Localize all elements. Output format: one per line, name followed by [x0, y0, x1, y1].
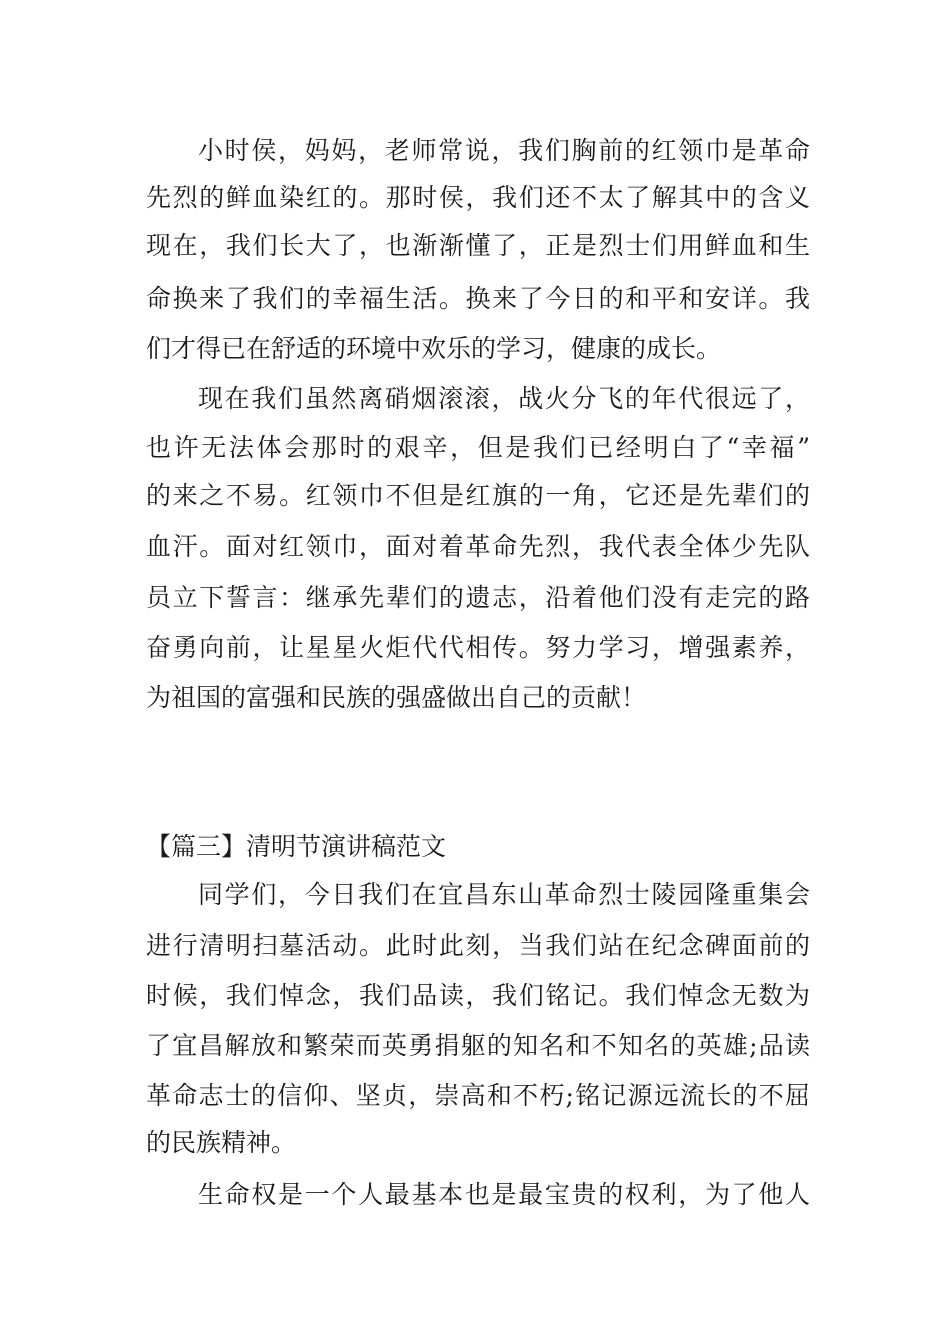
- text-line: 的来之不易。红领巾不但是红旗的一角，它还是先辈们的: [146, 481, 810, 510]
- text-line: 现在我们虽然离硝烟滚滚，战火分飞的年代很远了，: [198, 384, 810, 413]
- text-line: 生命权是一个人最基本也是最宝贵的权利，为了他人: [198, 1180, 810, 1209]
- text-line: 革命志士的信仰、坚贞，崇高和不朽;铭记源远流长的不屈: [146, 1081, 810, 1110]
- text-line: 的民族精神。: [146, 1128, 297, 1157]
- text-line: 也许无法体会那时的艰辛，但是我们已经明白了“幸福”: [146, 433, 810, 462]
- text-line: 同学们，今日我们在宜昌东山革命烈士陵园隆重集会: [198, 880, 810, 909]
- text-line: 血汗。面对红领巾，面对着革命先烈，我代表全体少先队: [146, 532, 810, 561]
- section-heading: 【篇三】清明节演讲稿范文: [146, 832, 447, 861]
- text-line: 命换来了我们的幸福生活。换来了今日的和平和安详。我: [146, 284, 810, 313]
- text-line: 了宜昌解放和繁荣而英勇捐躯的知名和不知名的英雄;品读: [146, 1031, 810, 1060]
- text-line: 员立下誓言：继承先辈们的遗志，沿着他们没有走完的路: [146, 583, 810, 612]
- text-line: 现在，我们长大了，也渐渐懂了，正是烈士们用鲜血和生: [146, 231, 810, 260]
- text-line: 小时侯，妈妈，老师常说，我们胸前的红领巾是革命: [198, 136, 810, 165]
- text-line: 奋勇向前，让星星火炬代代相传。努力学习，增强素养，: [146, 633, 810, 662]
- text-line: 们才得已在舒适的环境中欢乐的学习，健康的成长。: [146, 334, 722, 363]
- text-line: 时候，我们悼念，我们品读，我们铭记。我们悼念无数为: [146, 981, 810, 1010]
- text-line: 先烈的鲜血染红的。那时侯，我们还不太了解其中的含义: [146, 183, 810, 212]
- text-line: 为祖国的富强和民族的强盛做出自己的贡献！: [146, 683, 647, 712]
- text-line: 进行清明扫墓活动。此时此刻，当我们站在纪念碑面前的: [146, 931, 810, 960]
